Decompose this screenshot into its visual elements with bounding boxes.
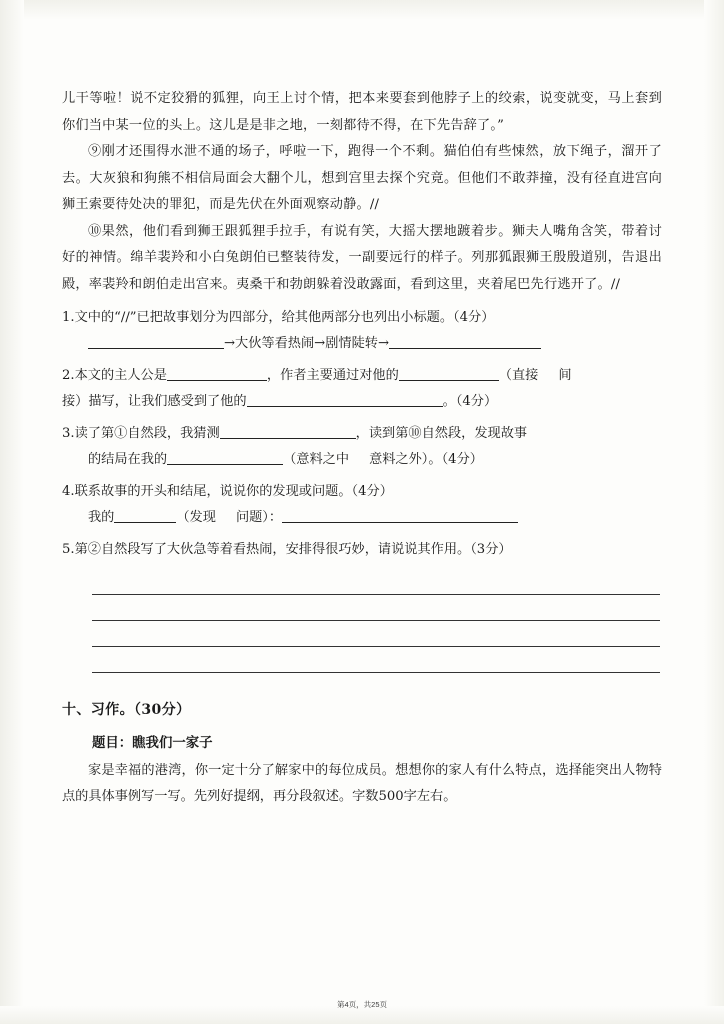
- answer-line[interactable]: [92, 569, 660, 595]
- question-1-blank-1[interactable]: [88, 334, 224, 349]
- question-4-text: 联系故事的开头和结尾，说说你的发现或问题。（4分）: [74, 484, 393, 499]
- question-5: [62, 537, 662, 673]
- question-4-blank-2[interactable]: [282, 508, 518, 523]
- question-2-text-d: 间: [558, 368, 572, 383]
- passage-paragraph-continued: 儿干等啦！说不定狡猾的狐狸，向王上讨个情，把本来要套到他脖子上的绞索，说变就变，马上套到你们当中某一位的头上。这儿是是非之地，一刻都待不得，在下先告辞了。”: [62, 91, 662, 133]
- question-3-blank-1[interactable]: [220, 424, 356, 439]
- question-1-number: 1.: [62, 310, 75, 325]
- question-2-blank-2[interactable]: [399, 366, 499, 381]
- question-3-text-b: ，读到第⑩自然段，发现故事: [355, 426, 528, 441]
- question-2-text-f: 。（4分）: [442, 393, 498, 409]
- question-3-text-a: 读了第①自然段，我猜测: [74, 426, 220, 441]
- scan-edge-top: [0, 0, 724, 20]
- question-2-number: 2.: [62, 368, 75, 383]
- question-4-text-c: 问题）：: [235, 509, 283, 525]
- scan-edge-right: [704, 0, 724, 1024]
- section-heading-composition: 十、习作。（30分）: [62, 701, 191, 718]
- question-4-text-b: （发现: [176, 509, 216, 525]
- question-2-text-c: （直接: [498, 368, 539, 383]
- passage-paragraph-10: ⑩果然，他们看到狮王跟狐狸手拉手，有说有笑，大摇大摆地踱着步。狮夫人嘴角含笑，带着讨好的神情。绵羊裴羚和小白兔朗伯已整装待发，一副要远行的样子。列那狐跟狮王殷殷道别，告退出殿，率裴羚和朗伯走出宫来。夷桑干和勃朗躲着没敢露面，看到这里，夹着尾巴先行逃开了。//: [62, 223, 662, 292]
- answer-line[interactable]: [92, 647, 660, 673]
- question-3-text-d: （意料之中: [283, 451, 350, 467]
- question-2-text-b: ，作者主要通过对他的: [266, 368, 399, 383]
- passage-block: [62, 86, 662, 298]
- question-3-text-c: 的结局在我的: [88, 451, 168, 467]
- answer-line[interactable]: [92, 595, 660, 621]
- question-3-number: 3.: [62, 426, 75, 441]
- question-2-blank-3[interactable]: [247, 392, 443, 407]
- question-2-blank-1[interactable]: [167, 366, 267, 381]
- question-1-text: 文中的“//”已把故事划分为四部分，给其他两部分也列出小标题。（4分）: [74, 310, 495, 325]
- question-3: [62, 421, 662, 472]
- page-content: [62, 86, 662, 966]
- page-footer: 第4页，共25页: [336, 1000, 387, 1009]
- question-5-number: 5.: [62, 542, 75, 557]
- question-1: [62, 305, 662, 356]
- composition-title: 题目：瞧我们一家子: [92, 734, 213, 751]
- composition-instructions: 家是幸福的港湾，你一定十分了解家中的每位成员。想想你的家人有什么特点，选择能突出人物特点的具体事例写一写。先列好提纲，再分段叙述。字数500字左右。: [62, 762, 662, 804]
- question-2: [62, 363, 662, 414]
- question-1-blank-2[interactable]: [389, 334, 541, 349]
- question-4-text-a: 我的: [88, 509, 115, 525]
- question-4-blank-1[interactable]: [114, 508, 176, 523]
- question-5-text: 第②自然段写了大伙急等着看热闹，安排得很巧妙，请说说其作用。（3分）: [74, 542, 512, 557]
- scan-edge-left: [0, 0, 24, 1024]
- passage-paragraph-9: ⑨刚才还围得水泄不通的场子，呼啦一下，跑得一个不剩。猫伯伯有些悚然，放下绳子，溜开了去。大灰狼和狗熊不相信局面会大翻个儿，想到宫里去探个究竟。但他们不敢莽撞，没有径直进宫向狮王索要待处决的罪犯，而是先伏在外面观察动静。//: [62, 144, 662, 212]
- question-4: [62, 479, 662, 530]
- question-5-answer-area[interactable]: [62, 569, 662, 673]
- question-2-text-e: 接）描写，让我们感受到了他的: [62, 393, 247, 409]
- question-3-text-e: 意料之外）。（4分）: [369, 451, 483, 467]
- answer-line[interactable]: [92, 621, 660, 647]
- question-1-chain: →大伙等看热闹→剧情陡转→: [224, 335, 390, 351]
- question-2-text-a: 本文的主人公是: [74, 368, 167, 383]
- question-4-number: 4.: [62, 484, 75, 499]
- question-3-blank-2[interactable]: [167, 450, 283, 465]
